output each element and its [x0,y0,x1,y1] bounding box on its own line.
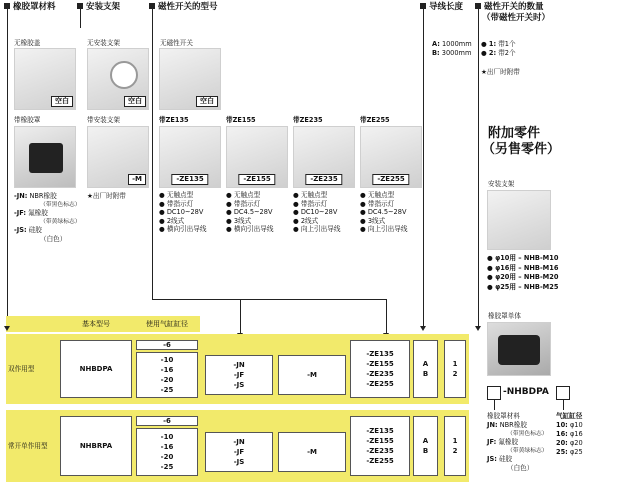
bracket-note: ★出厂时附带 [87,192,126,200]
gripper-photo [14,48,76,110]
header-lead: 导线长度 [429,2,464,12]
arrow-down-icon [475,326,481,331]
rubber-desc-js: 硅胶 [28,226,42,234]
rubber-cell-double [205,355,273,395]
rubber-desc-jn: NBR橡胶 [29,192,57,200]
lead-value-a: 1000mm [441,40,472,48]
spec-text: DC10~28V [300,208,338,217]
acc-bracket-item: φ25用 – NHB-M25 [495,282,559,291]
lead-cell-single [413,416,438,476]
arrow-down-icon [4,326,10,331]
rubber-option: -JN [233,361,245,369]
bore-cell-first [136,340,198,350]
rubber-with-title: 带橡胶罩 [14,116,41,124]
acc-bracket-item: φ20用 – NHB-M20 [495,273,559,281]
switch-photo-ze155 [226,126,288,188]
model-cell-double [60,340,132,398]
qty-cell-double [444,340,466,398]
rubber-options [14,192,81,244]
lead-option: B [422,447,429,455]
rubber-none-tag: 空白 [51,96,73,107]
qty-option-2: ● 2: 带2个 [481,49,516,57]
acc-bracket-title: 安装支架 [488,180,515,188]
switch-option: -ZE155 [366,360,394,368]
bore-option: -20 [160,453,174,461]
code-box-leader [494,400,495,410]
header-bracket: 安装支架 [86,2,121,12]
model-code-double: NHBDPA [79,365,113,373]
col-bore-label: 使用气缸缸径 [146,320,188,328]
acc-rubber-title: 橡胶罩单体 [488,312,521,320]
header-qty: 磁性开关的数量 [484,2,544,12]
acc-bracket-list: ● φ10用 – NHB-M10 ● φ16用 – NHB-M16 ● φ20用 – NHB-M20 ● φ25用 – NHB-M25 [487,254,559,291]
switch-specs-ze155: ● 无触点型 ● 带指示灯 ● DC4.5~28V ● 3线式 ● 横向引出导线 [226,191,274,234]
acc-bore-list [556,421,583,457]
switch-option: -ZE235 [366,370,394,378]
lead-code-b: B: [432,49,440,57]
qty-option: 1 [452,437,458,445]
bore-option: -25 [160,463,174,471]
bracket-option: -M [307,371,317,379]
header-rubber: 橡胶罩材料 [13,2,56,12]
bore-cell-first [136,416,198,426]
rubber-note-js: （白色） [40,235,67,243]
lead-option-b [432,49,471,58]
bracket-cell-single [278,432,346,472]
bore-first: -6 [163,417,171,425]
switch-specs-ze235: ● 无触点型 ● 带指示灯 ● DC10~28V ● 2线式 ● 向上引出导线 [293,191,341,234]
spec-text: 向上引出导线 [300,225,341,234]
lead-option-a [432,40,472,49]
bracket-with-photo [87,126,149,188]
rubber-option: -JF [233,371,245,379]
bore-cell-list [136,352,198,398]
qty-option: 1 [452,360,458,368]
qty-option-1: ● 1: 带1个 [481,40,516,48]
acc-mat-note: （白色） [507,464,534,472]
switch-option: -ZE155 [366,437,394,445]
bracket-none-photo [87,48,149,110]
switch-photo-ze135 [159,126,221,188]
spec-text: 带指示灯 [300,199,328,208]
qty-option: 2 [452,447,458,455]
bore-option: -10 [160,433,174,441]
qty-cell-single [444,416,466,476]
col-bore-header [134,316,200,332]
qty-note: ★出厂时附带 [481,68,520,76]
switch-title-ze135: 带ZE135 [159,116,189,124]
model-cell-single [60,416,132,476]
gripper-rubber-photo [14,126,76,188]
rubber-code-js: -JS: [14,226,27,234]
qty-option: 2 [452,370,458,378]
spec-text: DC4.5~28V [367,208,407,217]
acc-mat-note: （带黄绿标志） [507,448,548,454]
switch-tag-ze235: -ZE235 [305,174,342,185]
rubber-option: -JN [233,438,245,446]
spec-text: 无触点型 [367,191,395,199]
row-label-double: 双作用型 [8,365,35,373]
rubber-note-jn: （带黑色标志） [40,202,81,208]
switch-specs-ze255: ● 无触点型 ● 带指示灯 ● DC4.5~28V ● 3线式 ● 向上引出导线 [360,191,408,234]
spec-text: 3线式 [233,216,252,225]
lead-cell-double [413,340,438,398]
acc-bracket-item: φ16用 – NHB-M16 [495,263,559,272]
acc-bore-code: 10: [556,421,568,429]
acc-bore-value: φ16 [569,430,583,438]
rubber-option: -JS [233,381,245,389]
switch-cell-single [350,416,410,476]
switch-connector [240,299,241,335]
bracket-none-tag: 空白 [124,96,146,107]
bore-option: -16 [160,366,174,374]
switch-connector [386,299,387,335]
rubber-cover-shape [498,335,540,365]
acc-bracket-item: φ10用 – NHB-M10 [495,254,559,262]
accessories-subtitle: （另售零件） [482,142,561,157]
acc-rubber-photo [487,322,551,376]
switch-title-ze155: 带ZE155 [226,116,256,124]
table-header-spacer [6,316,58,332]
bore-first: -6 [163,341,171,349]
bore-option: -25 [160,386,174,394]
row-label-single: 常开单作用型 [8,442,48,450]
switch-title-ze235: 带ZE235 [293,116,323,124]
guide-line [80,8,81,28]
bore-option: -20 [160,376,174,384]
acc-bore-code: 20: [556,439,568,447]
switch-tag-ze255: -ZE255 [372,174,409,185]
acc-mat-code: JF: [487,438,497,446]
bracket-cell-double [278,355,346,395]
acc-model-code: -NHBDPA [503,387,549,397]
switch-option: -ZE255 [366,457,394,465]
lead-value-b: 3000mm [441,49,472,57]
bracket-with-tag: -M [128,174,146,185]
acc-bore-code: 25: [556,448,568,456]
switch-tag-ze135: -ZE135 [171,174,208,185]
switch-none-title: 无磁性开关 [160,39,193,47]
lead-option: A [422,437,429,445]
acc-rubber-mat-title: 橡胶罩材料 [487,412,520,420]
spec-text: 带指示灯 [367,199,395,208]
switch-title-ze255: 带ZE255 [360,116,390,124]
switch-option: -ZE255 [366,380,394,388]
spec-text: 无触点型 [166,191,194,199]
bracket-option: -M [307,448,317,456]
rubber-option: -JF [233,448,245,456]
rubber-note-jf: （带黄绿标志） [40,219,81,225]
guide-line [423,8,424,328]
acc-mat-code: JS: [487,455,497,463]
bracket-hole-shape [110,61,138,89]
switch-option: -ZE235 [366,447,394,455]
qty-value-1: 带1个 [498,40,516,48]
spec-text: 向上引出导线 [367,225,408,234]
acc-mat-code: JN: [487,421,498,429]
acc-bore-value: φ20 [569,439,583,447]
spec-text: 横向引出导线 [166,225,207,234]
acc-bore-value: φ25 [569,448,583,456]
spec-text: 无触点型 [300,191,328,199]
lead-option: B [422,370,429,378]
switch-none-tag: 空白 [196,96,218,107]
bracket-none-title: 无安装支架 [87,39,120,47]
rubber-code-jf: -JF: [14,209,26,217]
acc-mat-desc: 硅胶 [498,455,513,463]
lead-code-a: A: [432,40,440,48]
accessories-title: 附加零件 [488,126,541,141]
bore-option: -16 [160,443,174,451]
acc-bore-value: φ10 [569,421,583,429]
model-code-single: NHBRPA [79,442,113,450]
col-model-header [58,316,134,332]
switch-option: -ZE135 [366,427,394,435]
header-qty-sub: （带磁性开关时） [482,13,551,23]
acc-bore-title: 气缸缸径 [556,412,583,420]
bore-cell-list [136,428,198,476]
acc-mat-desc: 氟橡胶 [498,438,519,446]
col-model-label: 基本型号 [82,320,110,328]
header-switch: 磁性开关的型号 [158,2,218,12]
switch-none-photo [159,48,221,110]
rubber-none-title: 无橡胶盖 [14,39,41,47]
guide-line [7,8,8,328]
spec-text: 2线式 [300,216,319,225]
switch-tag-ze155: -ZE155 [238,174,275,185]
spec-text: 无触点型 [233,191,261,199]
switch-photo-ze255 [360,126,422,188]
switch-option: -ZE135 [366,350,394,358]
qty-code-1: 1: [488,40,497,48]
spec-text: 带指示灯 [233,199,261,208]
spec-text: DC4.5~28V [233,208,273,217]
bore-option: -10 [160,356,174,364]
rubber-option: -JS [233,458,245,466]
code-box-bore [556,386,570,400]
bracket-with-title: 带安装支架 [87,116,120,124]
lead-option: A [422,360,429,368]
acc-mat-note: （带黑色标志） [507,431,548,437]
switch-connector [152,299,387,300]
rubber-code-jn: -JN: [14,192,28,200]
spec-text: DC10~28V [166,208,204,217]
qty-value-2: 带2个 [498,49,516,57]
code-box-leader [563,400,564,410]
acc-mat-desc: NBR橡胶 [499,421,527,429]
code-box-rubber [487,386,501,400]
switch-cell-double [350,340,410,398]
switch-specs-ze135: ● 无触点型 ● 带指示灯 ● DC10~28V ● 2线式 ● 横向引出导线 [159,191,207,234]
guide-line [478,8,479,328]
acc-bracket-photo [487,190,551,250]
spec-text: 3线式 [367,216,386,225]
guide-line [152,8,153,299]
acc-bore-code: 16: [556,430,568,438]
switch-photo-ze235 [293,126,355,188]
acc-rubber-mat-list [487,421,548,473]
spec-text: 2线式 [166,216,185,225]
rubber-cell-single [205,432,273,472]
rubber-cover-shape [29,143,63,173]
qty-code-2: 2: [488,49,497,57]
spec-text: 横向引出导线 [233,225,274,234]
spec-text: 带指示灯 [166,199,194,208]
arrow-down-icon [420,326,426,331]
rubber-desc-jf: 氟橡胶 [28,209,48,217]
